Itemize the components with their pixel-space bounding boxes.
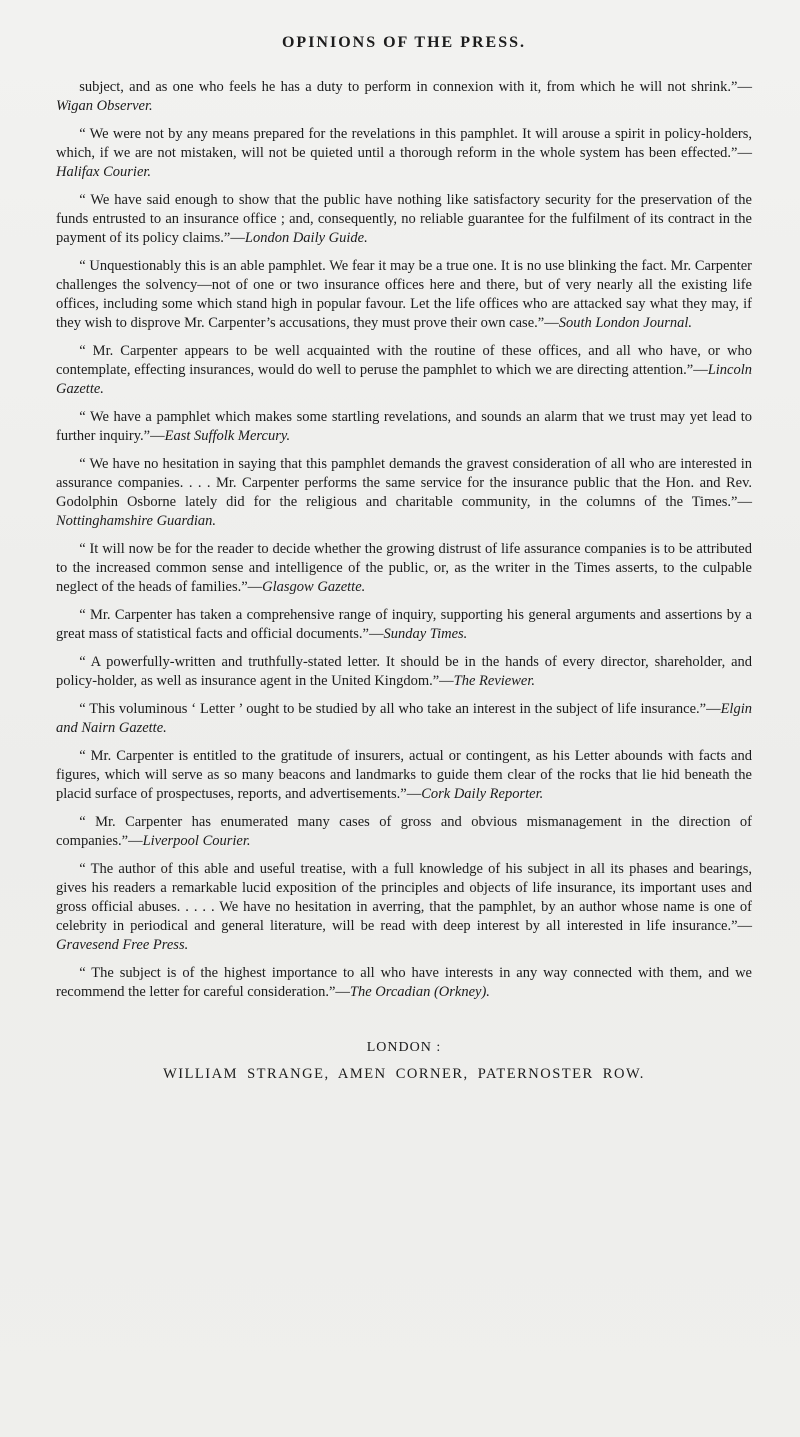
opinion-source: Glasgow Gazette. (262, 579, 366, 595)
opinion-source: Lincoln Gazette. (56, 362, 752, 397)
opinion-quote: “ The subject is of the highest importance to all who have interests in any way connected with them, and we recommend the letter for careful consideration.” (56, 965, 752, 1000)
opinion-source-dash: — (406, 786, 422, 802)
opinion-source: East Suffolk Mercury. (164, 428, 291, 444)
press-opinion (56, 700, 752, 738)
press-opinion (56, 408, 752, 446)
opinion-quote: “ The author of this able and useful treatise, with a full knowledge of his subject in all its phases and bearings, gives his readers a remarkable lucid exposition of the principles and objects of life insurance, its important uses and gross official abuses. . . . . We have no hesitation in averring, that the pamphlet, by an author whose name is one of celebrity in periodical and general literature, will be read with deep interest by all interested in life insurance.” (56, 861, 752, 934)
opinion-source: Halifax Courier. (56, 164, 152, 180)
opinion-source: Nottinghamshire Guardian. (56, 513, 217, 529)
opinion-source-dash: — (439, 673, 454, 689)
opinion-source-dash: — (693, 362, 708, 378)
opinion-source: Cork Daily Reporter. (421, 786, 544, 802)
opinion-source-dash: — (706, 701, 721, 717)
press-opinion (56, 342, 752, 399)
imprint-publisher: WILLIAM STRANGE, AMEN CORNER, PATERNOSTER ROW. (163, 1066, 645, 1082)
opinion-quote: “ Mr. Carpenter has enumerated many cases of gross and obvious mismanagement in the direction of companies.” (56, 814, 752, 849)
opinion-source-dash: — (544, 315, 559, 331)
opinion-source-dash: — (247, 579, 263, 595)
opinion-source-dash: — (737, 494, 752, 510)
opinion-quote: “ A powerfully-written and truthfully-stated letter. It should be in the hands of every director, shareholder, and policy-holder, as well as insurance agent in the United Kingdom.” (56, 654, 752, 689)
press-opinion (56, 747, 752, 804)
opinion-quote: subject, and as one who feels he has a duty to perform in connexion with it, from which he will not shrink.” (79, 79, 738, 95)
opinion-source: London Daily Guide. (244, 230, 368, 246)
opinion-source: Liverpool Courier. (142, 833, 251, 849)
opinion-quote: “ We have a pamphlet which makes some startling revelations, and sounds an alarm that we trust may yet lead to further inquiry.” (56, 409, 752, 444)
press-opinion (56, 455, 752, 531)
press-opinion (56, 606, 752, 644)
opinion-source-dash: — (369, 626, 384, 642)
opinion-source-dash: — (128, 833, 143, 849)
press-opinions-list (56, 78, 752, 1002)
opinion-source-dash: — (150, 428, 165, 444)
opinion-source-dash: — (737, 79, 752, 95)
opinion-source: South London Journal. (558, 315, 693, 331)
opinion-quote: “ We have no hesitation in saying that this pamphlet demands the gravest consideration of all who are interested in assurance companies. . . . Mr. Carpenter performs the same service for the insurance public that the Hon. and Rev. Godolphin Osborne lately did for the religious and charitable community, in the columns of the Times.” (56, 456, 752, 510)
opinion-source: The Orcadian (Orkney). (349, 984, 490, 1000)
press-opinion (56, 964, 752, 1002)
press-opinion (56, 125, 752, 182)
opinion-source-dash: — (737, 145, 752, 161)
page-title: OPINIONS OF THE PRESS. (281, 34, 527, 51)
press-opinion (56, 191, 752, 248)
opinion-source: The Reviewer. (453, 673, 536, 689)
opinion-quote: “ Mr. Carpenter has taken a comprehensive range of inquiry, supporting his general arguments and assertions by a great mass of statistical facts and official documents.” (56, 607, 752, 642)
opinion-quote: “ Mr. Carpenter appears to be well acquainted with the routine of these offices, and all who have, or who contemplate, effecting insurances, would do well to peruse the pamphlet to which we are directing attention.” (56, 343, 752, 378)
opinion-source-dash: — (230, 230, 245, 246)
imprint-city: LONDON : (366, 1040, 442, 1055)
press-opinion (56, 860, 752, 955)
opinion-quote: “ It will now be for the reader to decide whether the growing distrust of life assurance companies is to be attributed to the increased common sense and intelligence of the public, or, as the writer in the Times asserts, to the culpable neglect of the heads of families.” (56, 541, 752, 595)
opinion-source: Gravesend Free Press. (56, 937, 189, 953)
opinion-source-dash: — (737, 918, 752, 934)
opinion-source: Wigan Observer. (56, 98, 153, 114)
press-opinion (56, 257, 752, 333)
opinion-quote: “ Mr. Carpenter is entitled to the gratitude of insurers, actual or contingent, as his Letter abounds with facts and figures, which will serve as so many beacons and landmarks to guide them clear of the rocks that lie hid beneath the placid surface of prospectuses, reports, and advertisements.” (56, 748, 752, 802)
opinion-quote: “ This voluminous ‘ Letter ’ ought to be studied by all who take an interest in the subject of life insurance.” (79, 701, 707, 717)
opinion-source-dash: — (335, 984, 350, 1000)
press-opinion (56, 540, 752, 597)
opinion-source: Elgin and Nairn Gazette. (56, 701, 752, 736)
opinion-quote: “ We have said enough to show that the public have nothing like satisfactory security for the preservation of the funds entrusted to an insurance office ; and, consequently, no reliable guarantee for the fulfilment of its contract in the payment of its policy claims.” (56, 192, 752, 246)
opinion-quote: “ We were not by any means prepared for the revelations in this pamphlet. It will arouse a spirit in policy-holders, which, if we are not mistaken, will not be quieted until a thorough reform in the whole system has been effected.” (56, 126, 752, 161)
opinion-quote: “ Unquestionably this is an able pamphlet. We fear it may be a true one. It is no use blinking the fact. Mr. Carpenter challenges the solvency—not of one or two insurance offices here and there, but of very nearly all the existing life offices, including some which stand high in popular favour. Let the life offices who are attacked say what they may, if they wish to disprove Mr. Carpenter’s accusations, they must prove their own case.” (56, 258, 752, 331)
press-opinion (56, 813, 752, 851)
press-opinion (56, 653, 752, 691)
publisher-imprint (56, 1040, 752, 1083)
opinion-source: Sunday Times. (383, 626, 468, 642)
press-opinion (56, 78, 752, 116)
